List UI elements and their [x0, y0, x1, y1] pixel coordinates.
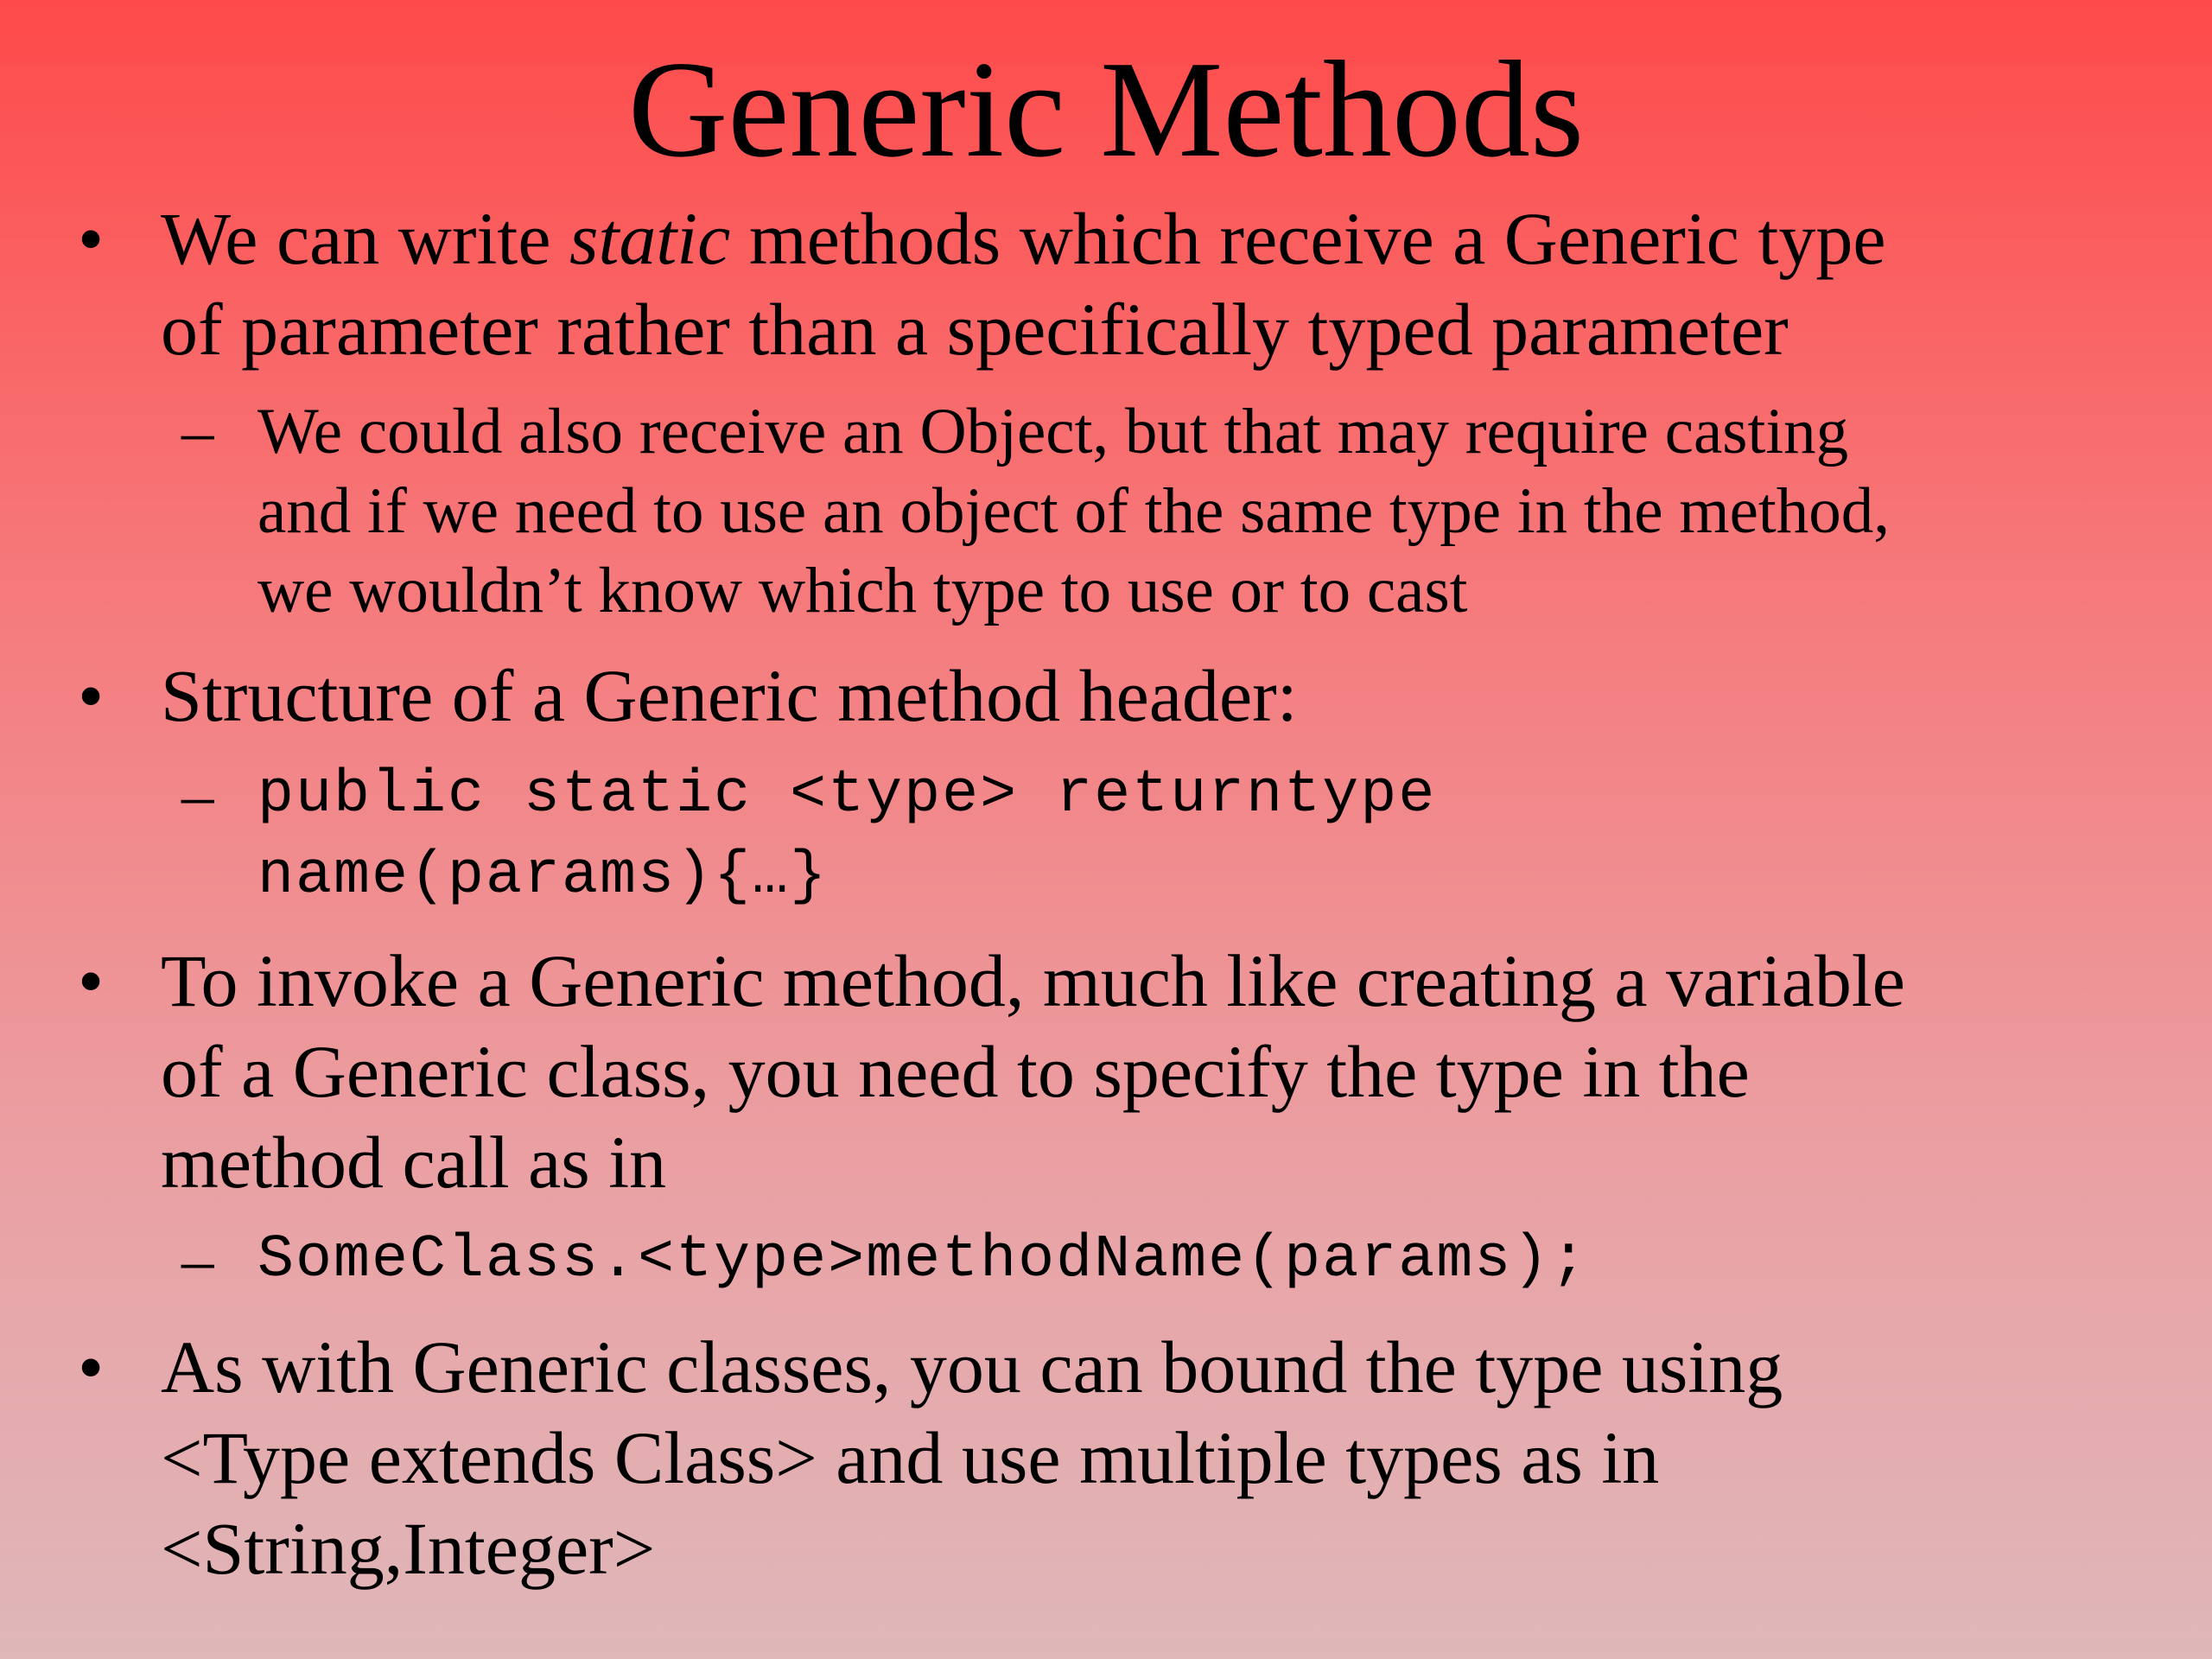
bullet-1-sub-line-1: We could also receive an Object, but that may require casting	[257, 396, 1849, 467]
bullet-3-line-2: of a Generic class, you need to specify the type in the	[161, 1030, 1750, 1113]
bullet-marker: •	[78, 197, 105, 280]
bullet-2	[78, 651, 2148, 741]
bullet-marker: •	[78, 654, 105, 737]
bullet-2-line-1: Structure of a Generic method header:	[161, 654, 1298, 737]
code-line-1: public static <type> returntype	[257, 761, 1437, 830]
bullet-4-line-3: <String,Integer>	[161, 1507, 656, 1590]
bullet-4-line-2: <Type extends Class> and use multiple types as in	[161, 1416, 1660, 1499]
code-line-2: name(params){…}	[257, 842, 829, 911]
bullet-1-sub	[181, 392, 2158, 631]
code-line-invoke: SomeClass.<type>methodName(params);	[257, 1226, 1589, 1294]
dash-marker: –	[181, 760, 216, 831]
bullet-1	[78, 194, 2148, 375]
bullet-1-sub-line-2: and if we need to use an object of the same type in the method,	[257, 475, 1890, 547]
bullet-2-sub-code	[181, 755, 2158, 918]
bullet-3-sub-code	[181, 1220, 2158, 1301]
bullet-marker: •	[78, 1325, 105, 1408]
bullet-4	[78, 1322, 2148, 1594]
dash-marker: –	[181, 396, 214, 467]
bullet-3	[78, 936, 2148, 1208]
bullet-marker: •	[78, 939, 105, 1022]
bullet-4-line-1: As with Generic classes, you can bound the type using	[161, 1325, 1783, 1408]
slide-title: Generic Methods	[627, 32, 1585, 186]
italic-static: static	[569, 197, 731, 280]
bullet-1-sub-line-3: we wouldn’t know which type to use or to cast	[257, 555, 1468, 626]
dash-marker: –	[181, 1224, 216, 1296]
bullet-1-line-1: We can write static methods which receive a Generic type	[161, 197, 1886, 280]
bullet-3-line-1: To invoke a Generic method, much like creating a variable	[161, 939, 1905, 1022]
bullet-3-line-3: method call as in	[161, 1121, 667, 1204]
bullet-1-line-2: of parameter rather than a specifically typed parameter	[161, 288, 1789, 371]
